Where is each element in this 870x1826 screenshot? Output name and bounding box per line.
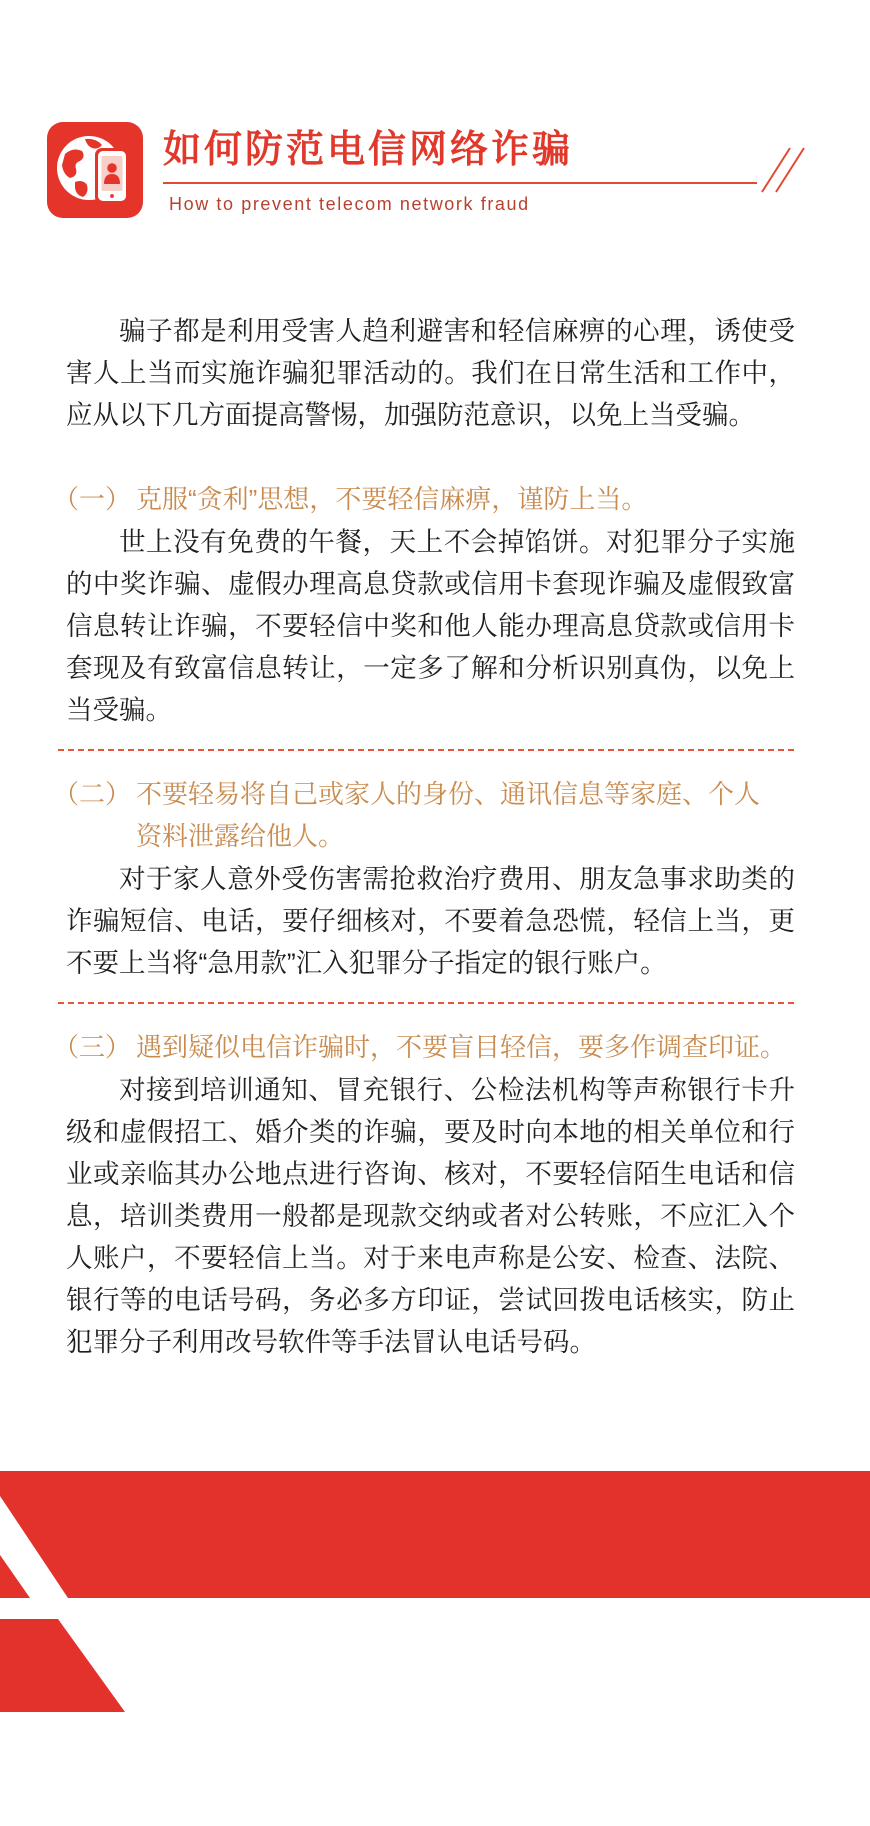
double-slash-decoration [750,140,810,200]
article [53,309,795,1363]
red-corner-shape [0,1619,125,1712]
section-heading-3 [53,1026,795,1068]
text-line: 银行等的电话号码，务必多方印证，尝试回拨电话核实，防止 [66,1285,795,1315]
text-line: 犯罪分子利用改号软件等手法冒认电话号码。 [66,1327,596,1357]
dashed-divider [66,984,795,1026]
text-line: 套现及有致富信息转让，一定多了解和分析识别真伪，以免上 [66,653,795,683]
person-icon [107,163,117,173]
footer-decoration [0,1460,870,1730]
red-banner [0,1471,870,1598]
text-line: 应从以下几方面提高警惕，加强防范意识，以免上当受骗。 [66,400,755,430]
text-line: 害人上当而实施诈骗犯罪活动的。我们在日常生活和工作中， [66,358,795,388]
text-line: 的中奖诈骗、虚假办理高息贷款或信用卡套现诈骗及虚假致富 [66,569,795,599]
text-line: 不要上当将“急用款”汇入犯罪分子指定的银行账户。 [66,948,667,978]
text-line: 当受骗。 [66,695,172,725]
section-title-line: 克服“贪利”思想，不要轻信麻痹，谨防上当。 [136,484,648,514]
dashed-divider [66,731,795,773]
text-line: 对于家人意外受伤害需抢救治疗费用、朋友急事求助类的 [119,864,795,894]
section-paragraph-2 [66,858,795,984]
section-number: （三） [53,1032,132,1062]
text-line: 对接到培训通知、冒充银行、公检法机构等声称银行卡升 [119,1075,795,1105]
text-line: 骗子都是利用受害人趋利避害和轻信麻痹的心理，诱使受 [119,316,795,346]
text-line: 世上没有免费的午餐，天上不会掉馅饼。对犯罪分子实施 [119,527,795,557]
title-underline [163,182,757,184]
intro-paragraph [66,310,795,436]
text-line: 诈骗短信、电话，要仔细核对，不要着急恐慌，轻信上当，更 [66,906,795,936]
globe-phone-icon [47,122,143,218]
section-heading-2 [53,773,795,857]
text-line: 业或亲临其办公地点进行咨询、核对，不要轻信陌生电话和信 [66,1159,795,1189]
section-number: （一） [53,484,132,514]
section-paragraph-1 [66,521,795,731]
text-line: 信息转让诈骗，不要轻信中奖和他人能办理高息贷款或信用卡 [66,611,795,641]
section-title-line: 遇到疑似电信诈骗时，不要盲目轻信，要多作调查印证。 [136,1032,787,1062]
section-number: （二） [53,779,132,809]
text-line: 息，培训类费用一般都是现款交纳或者对公转账，不应汇入个 [66,1201,795,1231]
page-title: 如何防范电信网络诈骗 [163,126,574,171]
text-line: 级和虚假招工、婚介类的诈骗，要及时向本地的相关单位和行 [66,1117,795,1147]
page-subtitle: How to prevent telecom network fraud [169,194,530,214]
section-heading-1 [53,478,795,520]
section-title-line: 资料泄露给他人。 [136,821,345,851]
section-title-line: 不要轻易将自己或家人的身份、通讯信息等家庭、个人 [136,779,761,809]
section-paragraph-3 [66,1069,795,1363]
text-line: 人账户，不要轻信上当。对于来电声称是公安、检查、法院、 [66,1243,795,1273]
